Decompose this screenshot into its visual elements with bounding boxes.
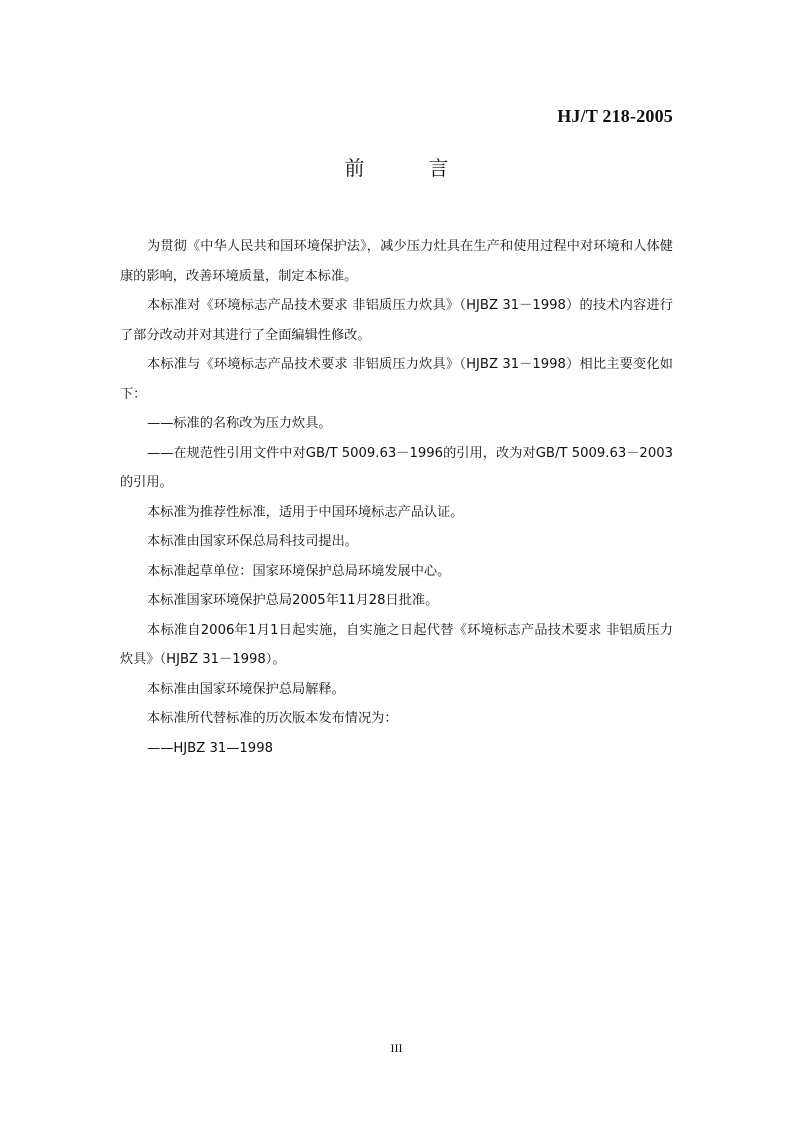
paragraph-recommended: 本标准为推荐性标准，适用于中国环境标志产品认证。 (147, 504, 464, 520)
paragraph-history-intro: 本标准所代替标准的历次版本发布情况为： (147, 711, 398, 726)
paragraph-changes-intro: 本标准与《环境标志产品技术要求 非铝质压力炊具》（HJBZ 31－1998）相比主要变化如下： (120, 357, 673, 402)
paragraph-history-item: ——HJBZ 31—1998 (147, 740, 273, 756)
preface-body (120, 232, 673, 763)
standard-code: HJ/T 218-2005 (557, 106, 673, 126)
paragraph-purpose: 为贯彻《中华人民共和国环境保护法》，减少压力灶具在生产和使用过程中对环境和人体健康的影响，改善环境质量，制定本标准。 (120, 239, 673, 284)
paragraph-approval: 本标准国家环境保护总局2005年11月28日批准。 (147, 593, 439, 608)
paragraph-change-reference: ——在规范性引用文件中对GB/T 5009.63－1996的引用，改为对GB/T 5009.63－2003的引用。 (120, 445, 673, 490)
paragraph-implementation: 本标准自2006年1月1日起实施，自实施之日起代替《环境标志产品技术要求 非铝质压力炊具》（HJBZ 31－1998）。 (120, 622, 673, 667)
paragraph-interpretation: 本标准由国家环境保护总局解释。 (147, 681, 345, 697)
paragraph-revision: 本标准对《环境标志产品技术要求 非铝质压力炊具》（HJBZ 31－1998）的技术内容进行了部分改动并对其进行了全面编辑性修改。 (120, 298, 673, 343)
page-number: III (390, 1041, 403, 1055)
page-title: 前 言 (344, 156, 471, 180)
paragraph-proposed-by: 本标准由国家环保总局科技司提出。 (147, 534, 358, 549)
paragraph-change-name: ——标准的名称改为压力炊具。 (147, 416, 332, 431)
paragraph-drafting-unit: 本标准起草单位：国家环境保护总局环境发展中心。 (147, 563, 451, 579)
